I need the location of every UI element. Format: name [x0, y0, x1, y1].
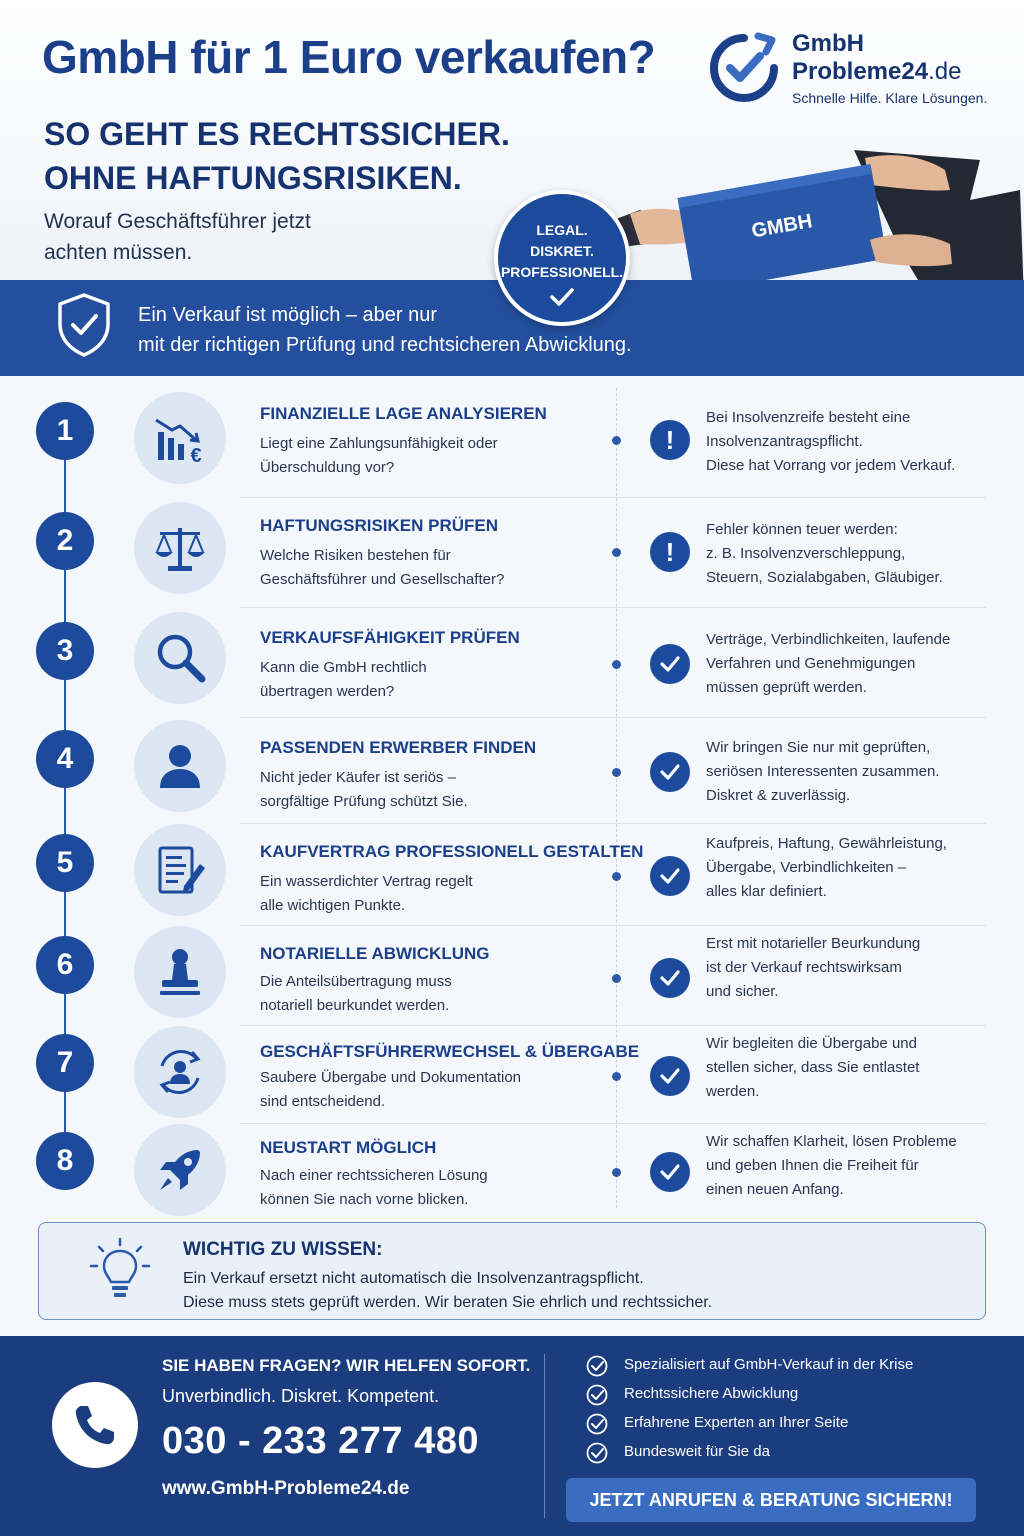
step-note-line: Wir bringen Sie nur mit geprüften, — [706, 739, 931, 756]
contract-pen-icon — [152, 842, 208, 898]
step-desc-line: Geschäftsführer und Gesellschafter? — [260, 571, 505, 588]
benefits-list — [586, 1354, 986, 1470]
warning-status-icon: ! — [650, 420, 690, 460]
info-title: WICHTIG ZU WISSEN: — [183, 1239, 383, 1260]
logo-refresh-check-icon — [708, 32, 780, 104]
benefit-item — [586, 1354, 986, 1383]
step-desc-line: Die Anteilsübertragung muss — [260, 973, 452, 990]
step-desc-line: sorgfältige Prüfung schützt Sie. — [260, 793, 468, 810]
step-note-line: und geben Ihnen die Freiheit für — [706, 1157, 919, 1174]
benefit-item — [586, 1412, 986, 1441]
step-title: VERKAUFSFÄHIGKEIT PRÜFEN — [260, 628, 520, 647]
intro-text: Worauf Geschäftsführer jetzt achten müssen. — [44, 210, 311, 264]
connector-dot — [612, 872, 621, 881]
website-link[interactable]: www.GmbH-Probleme24.de — [162, 1478, 410, 1499]
page-title: GmbH für 1 Euro verkaufen? — [42, 31, 656, 83]
magnifier-icon — [152, 630, 208, 686]
check-status-icon — [650, 644, 690, 684]
step-number: 2 — [36, 512, 94, 570]
step-note-line: müssen geprüft werden. — [706, 679, 867, 696]
step-note-line: Kaufpreis, Haftung, Gewährleistung, — [706, 835, 947, 852]
step-description — [260, 1164, 590, 1212]
lightbulb-icon — [89, 1237, 151, 1305]
step-item — [0, 926, 1024, 1026]
step-title: HAFTUNGSRISIKEN PRÜFEN — [260, 516, 499, 535]
rocket-icon — [152, 1142, 208, 1198]
footer-contact — [0, 1336, 1024, 1536]
step-title: FINANZIELLE LAGE ANALYSIEREN — [260, 404, 547, 423]
page-subtitle — [44, 112, 510, 200]
step-note-line: Erst mit notarieller Beurkundung — [706, 935, 921, 952]
footer-divider — [544, 1354, 545, 1518]
step-note-line: Diskret & zuverlässig. — [706, 787, 851, 804]
step-icon-circle — [134, 1124, 226, 1216]
subtitle-line-1: SO GEHT ES RECHTSSICHER. — [44, 116, 510, 152]
check-status-icon — [650, 958, 690, 998]
folder-label: GMBH — [749, 210, 814, 243]
check-status-icon — [650, 1056, 690, 1096]
step-item — [0, 608, 1024, 718]
step-item — [0, 1124, 1024, 1214]
logo-tld: .de — [928, 58, 962, 85]
check-circle-icon — [586, 1355, 608, 1377]
company-logo[interactable] — [708, 28, 1008, 108]
step-note-line: z. B. Insolvenzverschleppung, — [706, 545, 906, 562]
step-note-line: Übergabe, Verbindlichkeiten – — [706, 859, 907, 876]
info-text — [183, 1267, 712, 1315]
step-icon-circle — [134, 824, 226, 916]
connector-dot — [612, 974, 621, 983]
step-description — [260, 1066, 590, 1114]
step-note-line: einen neuen Anfang. — [706, 1181, 844, 1198]
subtitle-line-2: OHNE HAFTUNGSRISIKEN. — [44, 160, 462, 196]
step-note — [706, 1130, 976, 1202]
step-note — [706, 628, 976, 700]
phone-icon-circle[interactable] — [52, 1382, 138, 1468]
step-note — [706, 406, 976, 478]
step-desc-line: alle wichtigen Punkte. — [260, 897, 406, 914]
scales-icon — [152, 520, 208, 576]
step-icon-circle — [134, 502, 226, 594]
connector-dot — [612, 436, 621, 445]
step-desc-line: Kann die GmbH rechtlich — [260, 659, 427, 676]
benefit-text: Spezialisiert auf GmbH-Verkauf in der Krise — [624, 1356, 914, 1373]
handover-hands-illustration — [600, 130, 1024, 300]
step-number: 5 — [36, 834, 94, 892]
person-cycle-icon — [152, 1044, 208, 1100]
check-status-icon — [650, 1152, 690, 1192]
step-icon-circle — [134, 612, 226, 704]
check-circle-icon — [586, 1413, 608, 1435]
step-icon-circle — [134, 720, 226, 812]
step-note-line: Fehler können teuer werden: — [706, 521, 898, 538]
step-number: 3 — [36, 622, 94, 680]
benefit-item — [586, 1383, 986, 1412]
step-item — [0, 1026, 1024, 1124]
step-note-line: Bei Insolvenzreife besteht eine — [706, 409, 911, 426]
connector-dot — [612, 548, 621, 557]
step-note-line: Diese hat Vorrang vor jedem Verkauf. — [706, 457, 956, 474]
step-number: 7 — [36, 1034, 94, 1092]
step-description — [260, 544, 590, 592]
step-desc-line: Liegt eine Zahlungsunfähigkeit oder — [260, 435, 498, 452]
info-line: Diese muss stets geprüft werden. Wir beraten Sie ehrlich und rechtssicher. — [183, 1294, 713, 1311]
step-desc-line: sind entscheidend. — [260, 1093, 386, 1110]
step-icon-circle — [134, 392, 226, 484]
step-note-line: Verträge, Verbindlichkeiten, laufende — [706, 631, 951, 648]
seal-line-1: LEGAL. — [536, 222, 588, 238]
call-to-action-button[interactable]: JETZT ANRUFEN & BERATUNG SICHERN! — [566, 1478, 976, 1522]
banner-line-2: mit der richtigen Prüfung und rechtsicheren Abwicklung. — [138, 334, 632, 356]
seal-line-2: DISKRET. — [530, 243, 594, 259]
step-note-line: Verfahren und Genehmigungen — [706, 655, 916, 672]
step-note — [706, 832, 976, 904]
shield-check-icon — [56, 292, 112, 358]
step-item — [0, 388, 1024, 498]
phone-number-link[interactable]: 030 - 233 277 480 — [162, 1420, 479, 1462]
step-desc-line: Welche Risiken bestehen für — [260, 547, 451, 564]
step-note-line: Wir begleiten die Übergabe und — [706, 1035, 917, 1052]
step-desc-line: Überschuldung vor? — [260, 459, 395, 476]
phone-icon — [72, 1402, 118, 1448]
step-desc-line: Nach einer rechtssicheren Lösung — [260, 1167, 488, 1184]
logo-slogan: Schnelle Hilfe. Klare Lösungen. — [792, 90, 988, 106]
connector-dot — [612, 768, 621, 777]
step-note-line: Wir schaffen Klarheit, lösen Probleme — [706, 1133, 957, 1150]
person-icon — [152, 738, 208, 794]
step-desc-line: Saubere Übergabe und Dokumentation — [260, 1069, 522, 1086]
step-note-line: Steuern, Sozialabgaben, Gläubiger. — [706, 569, 943, 586]
step-number: 1 — [36, 402, 94, 460]
benefit-item — [586, 1441, 986, 1470]
checkmark-icon — [549, 287, 575, 307]
step-note-line: Insolvenzantragspflicht. — [706, 433, 863, 450]
step-desc-line: Ein wasserdichter Vertrag regelt — [260, 873, 473, 890]
seal-line-3: PROFESSIONELL. — [500, 264, 624, 280]
step-title: NOTARIELLE ABWICKLUNG — [260, 944, 490, 963]
connector-dot — [612, 1168, 621, 1177]
step-note — [706, 736, 976, 808]
steps-list — [0, 388, 1024, 1208]
logo-name-line-2 — [792, 58, 961, 86]
connector-dot — [612, 1072, 621, 1081]
step-title: PASSENDEN ERWERBER FINDEN — [260, 738, 537, 757]
step-icon-circle — [134, 1026, 226, 1118]
footer-heading: SIE HABEN FRAGEN? WIR HELFEN SOFORT. — [162, 1356, 531, 1375]
svg-text:€: € — [190, 445, 202, 466]
stamp-icon — [152, 944, 208, 1000]
step-note-line: und sicher. — [706, 983, 779, 1000]
step-description — [260, 656, 590, 704]
step-number: 6 — [36, 936, 94, 994]
step-desc-line: Nicht jeder Käufer ist seriös – — [260, 769, 456, 786]
footer-subheading: Unverbindlich. Diskret. Kompetent. — [162, 1386, 440, 1406]
step-note-line: seriösen Interessenten zusammen. — [706, 763, 940, 780]
step-title: KAUFVERTRAG PROFESSIONELL GESTALTEN — [260, 842, 644, 861]
trust-seal — [494, 190, 630, 326]
step-note — [706, 932, 976, 1004]
info-line: Ein Verkauf ersetzt nicht automatisch die Insolvenzantragspflicht. — [183, 1270, 644, 1287]
step-number: 8 — [36, 1132, 94, 1190]
check-circle-icon — [586, 1384, 608, 1406]
step-item — [0, 498, 1024, 608]
step-note — [706, 518, 976, 590]
banner-line-1: Ein Verkauf ist möglich – aber nur — [138, 304, 438, 326]
step-note-line: alles klar definiert. — [706, 883, 827, 900]
step-desc-line: übertragen werden? — [260, 683, 395, 700]
benefit-text: Bundesweit für Sie da — [624, 1443, 770, 1460]
step-description — [260, 870, 590, 918]
step-item — [0, 718, 1024, 824]
step-desc-line: notariell beurkundet werden. — [260, 997, 450, 1014]
logo-name-main: Probleme24 — [792, 58, 929, 85]
check-status-icon — [650, 752, 690, 792]
warning-status-icon: ! — [650, 532, 690, 572]
chart-down-euro-icon — [152, 410, 208, 466]
benefit-text: Rechtssichere Abwicklung — [624, 1385, 799, 1402]
step-description — [260, 432, 590, 480]
step-note-line: werden. — [706, 1083, 760, 1100]
step-icon-circle — [134, 926, 226, 1018]
step-title: GESCHÄFTSFÜHRERWECHSEL & ÜBERGABE — [260, 1042, 640, 1061]
connector-dot — [612, 660, 621, 669]
check-status-icon — [650, 856, 690, 896]
step-title: NEUSTART MÖGLICH — [260, 1138, 437, 1157]
step-item — [0, 824, 1024, 926]
step-note-line: stellen sicher, dass Sie entlastet — [706, 1059, 920, 1076]
step-desc-line: können Sie nach vorne blicken. — [260, 1191, 469, 1208]
step-description — [260, 766, 590, 814]
logo-name-line-1: GmbH — [792, 30, 864, 57]
step-description — [260, 970, 590, 1018]
step-note-line: ist der Verkauf rechtswirksam — [706, 959, 902, 976]
step-note — [706, 1032, 976, 1104]
important-info-box — [38, 1222, 986, 1320]
benefit-text: Erfahrene Experten an Ihrer Seite — [624, 1414, 849, 1431]
step-number: 4 — [36, 730, 94, 788]
check-circle-icon — [586, 1442, 608, 1464]
